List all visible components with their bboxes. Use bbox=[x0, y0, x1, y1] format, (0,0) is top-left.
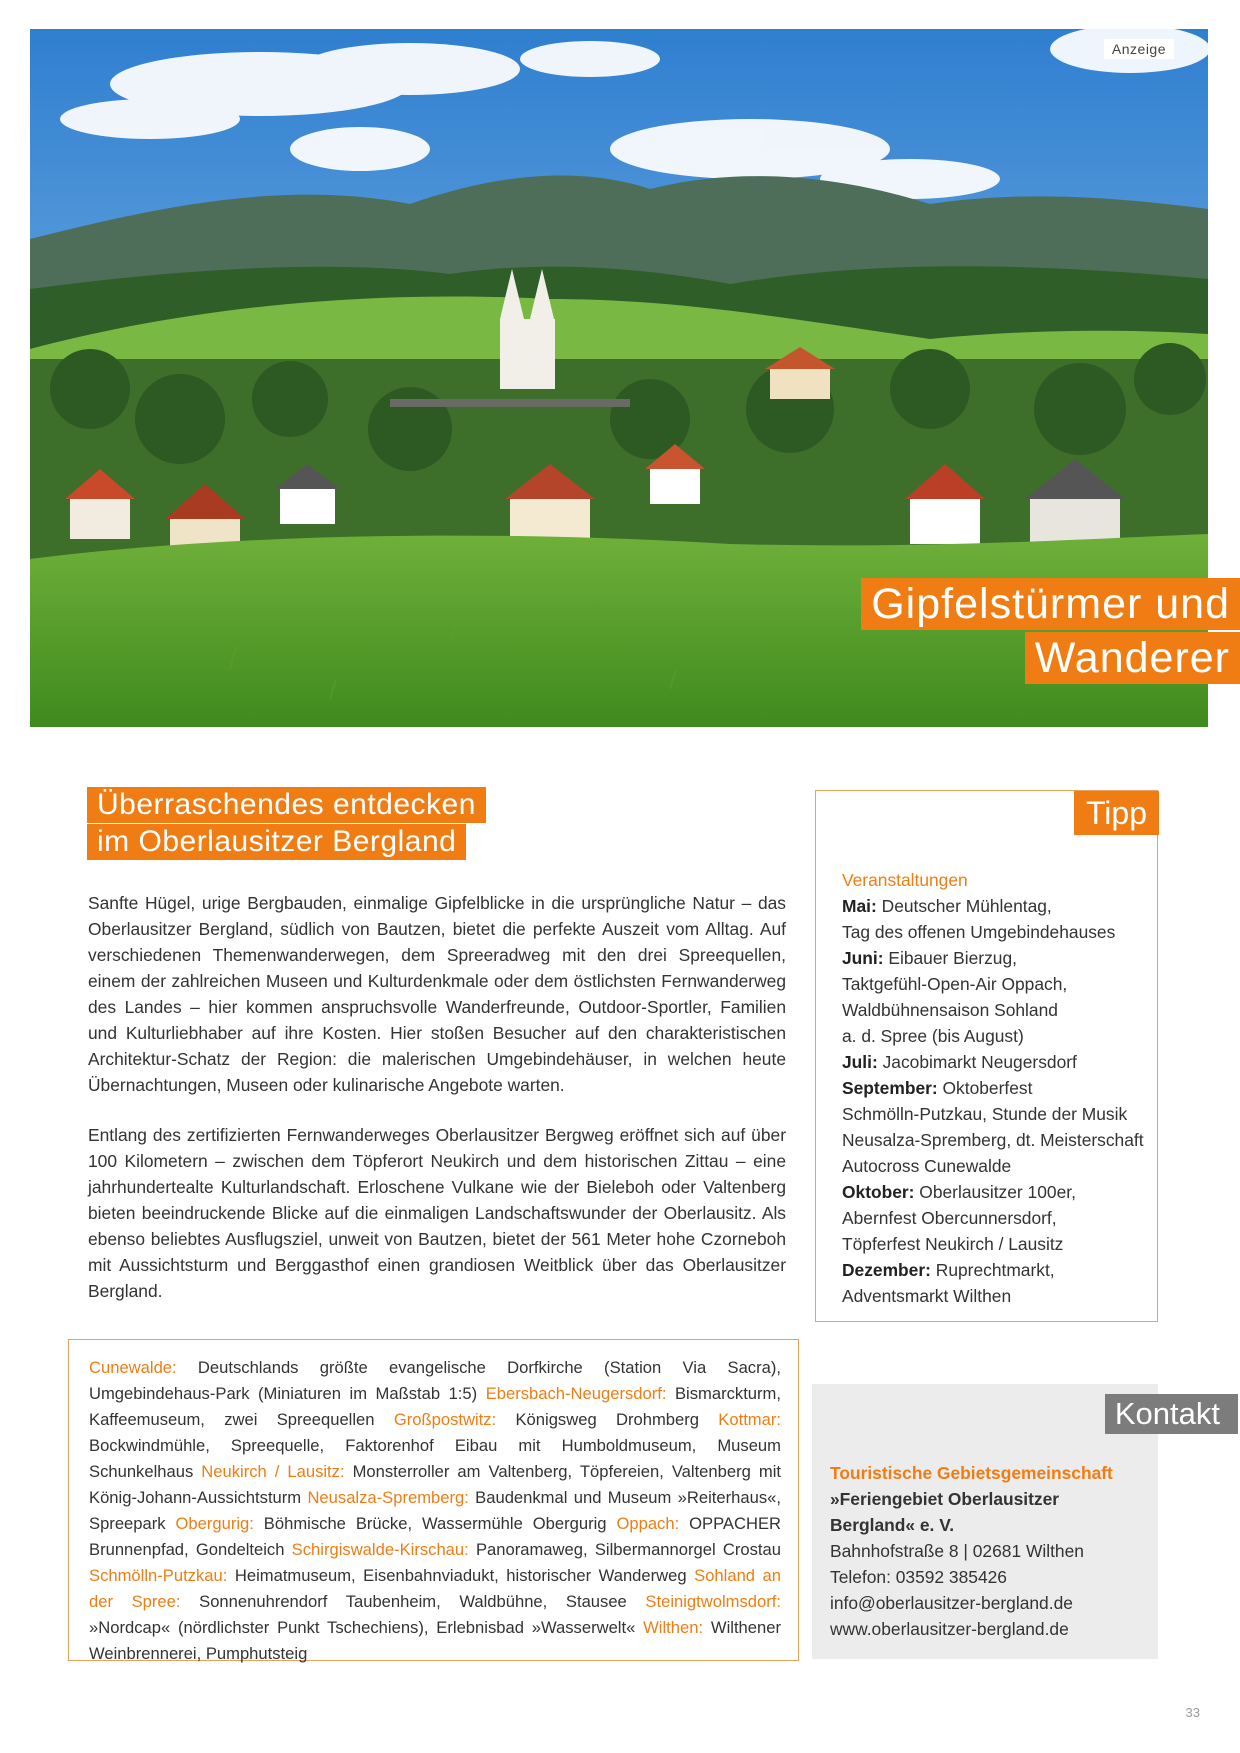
hero-title-line-2: Wanderer bbox=[1025, 632, 1240, 684]
event-text: a. d. Spree (bis August) bbox=[842, 1026, 1024, 1046]
page-number: 33 bbox=[1185, 1705, 1200, 1720]
place-description: Königsweg Drohmberg bbox=[496, 1410, 719, 1429]
intro-paragraph: Sanfte Hügel, urige Bergbauden, einmalige Gipfelblicke in die ursprüngliche Natur – das Oberlausitzer Bergland, südlich von Bautzen, bietet die perfekte Auszeit vom Alltag. Auf verschiedenen Themenwanderwegen, dem Spreeradweg mit den drei Spreequellen, einem der zahlreichen Museen und Kulturdenkmale oder dem östlichsten Fernwanderweg des Landes – hier kommen anspruchsvolle Wanderfreunde, Outdoor-Sportler, Familien und Kulturliebhaber auf ihre Kosten. Hier stoßen Besucher auf den charakteristischen Architektur-Schatz der Region: die malerischen Umgebindehäuser, in welchen heute Übernachtungen, Museen oder kulinarische Angebote warten. bbox=[88, 893, 786, 1095]
event-month: September: bbox=[842, 1078, 938, 1098]
event-line bbox=[842, 997, 1152, 1023]
kontakt-box bbox=[812, 1384, 1220, 1659]
kontakt-phone[interactable]: Telefon: 03592 385426 bbox=[830, 1567, 1007, 1587]
kontakt-website[interactable]: www.oberlausitzer-bergland.de bbox=[830, 1619, 1069, 1639]
place-name: Schirgiswalde-Kirschau: bbox=[291, 1540, 469, 1559]
places-text bbox=[89, 1355, 781, 1667]
event-line bbox=[842, 1205, 1152, 1231]
kontakt-details bbox=[830, 1460, 1150, 1642]
kontakt-address: Bahnhofstraße 8 | 02681 Wilthen bbox=[830, 1541, 1084, 1561]
events-list bbox=[842, 867, 1152, 1309]
event-text: Abernfest Obercunnersdorf, bbox=[842, 1208, 1057, 1228]
place-name: Cunewalde: bbox=[89, 1358, 177, 1377]
advertisement-label: Anzeige bbox=[1104, 39, 1174, 59]
event-month: Juli: bbox=[842, 1052, 878, 1072]
event-line bbox=[842, 945, 1152, 971]
place-name: Kottmar: bbox=[718, 1410, 781, 1429]
event-text: Schmölln-Putzkau, Stunde der Musik bbox=[842, 1104, 1128, 1124]
event-text: Oktoberfest bbox=[937, 1078, 1033, 1098]
event-text: Jacobimarkt Neugersdorf bbox=[877, 1052, 1077, 1072]
event-text: Autocross Cunewalde bbox=[842, 1156, 1012, 1176]
event-line bbox=[842, 919, 1152, 945]
place-description: »Nordcap« (nördlichster Punkt Tschechiens), Erlebnisbad »Wasserwelt« bbox=[89, 1618, 644, 1637]
place-description: Heimatmuseum, Eisenbahnviadukt, historischer Wanderweg bbox=[227, 1566, 695, 1585]
event-line bbox=[842, 1101, 1152, 1127]
place-name: Schmölln-Putzkau: bbox=[89, 1566, 228, 1585]
place-description: Wilthener Weinbrennerei, Pumphutsteig bbox=[89, 1618, 781, 1663]
event-month: Oktober: bbox=[842, 1182, 915, 1202]
event-text: Taktgefühl-Open-Air Oppach, bbox=[842, 974, 1068, 994]
places-box bbox=[68, 1339, 799, 1661]
place-name: Ebersbach-Neugersdorf: bbox=[485, 1384, 667, 1403]
event-text: Eibauer Bierzug, bbox=[883, 948, 1017, 968]
event-line bbox=[842, 1231, 1152, 1257]
event-text: Adventsmarkt Wilthen bbox=[842, 1286, 1012, 1306]
events-heading: Veranstaltungen bbox=[842, 870, 968, 890]
place-name: Großpostwitz: bbox=[393, 1410, 497, 1429]
event-month: Mai: bbox=[842, 896, 877, 916]
event-text: Deutscher Mühlentag, bbox=[876, 896, 1052, 916]
event-line bbox=[842, 1049, 1152, 1075]
event-text: Ruprechtmarkt, bbox=[930, 1260, 1055, 1280]
place-name: Oppach: bbox=[616, 1514, 680, 1533]
event-line bbox=[842, 893, 1152, 919]
event-month: Juni: bbox=[842, 948, 884, 968]
events-container bbox=[842, 893, 1152, 1309]
event-text: Neusalza-Spremberg, dt. Meisterschaft bbox=[842, 1130, 1144, 1150]
tipp-label: Tipp bbox=[1074, 791, 1159, 835]
kontakt-org-line-3: Bergland« e. V. bbox=[830, 1515, 955, 1535]
place-description: Monsterroller am Valtenberg, Töpfereien, Valtenberg mit König-Johann-Aussichtsturm bbox=[89, 1462, 781, 1507]
section-heading-line-2: im Oberlausitzer Bergland bbox=[87, 824, 466, 860]
kontakt-org-line-1: Touristische Gebietsgemeinschaft bbox=[830, 1463, 1113, 1483]
section-heading-line-1: Überraschendes entdecken bbox=[87, 787, 486, 823]
place-description: Panoramaweg, Silbermannorgel Crostau bbox=[468, 1540, 781, 1559]
event-line bbox=[842, 1153, 1152, 1179]
place-description: Baudenkmal und Museum »Reiterhaus«, Spreepark bbox=[89, 1488, 781, 1533]
place-description: Deutschlands größte evangelische Dorfkirche (Station Via Sacra), Umgebindehaus-Park (Miniaturen im Maßstab 1:5) bbox=[89, 1358, 781, 1403]
event-line bbox=[842, 1179, 1152, 1205]
event-line bbox=[842, 1283, 1152, 1309]
event-text: Töpferfest Neukirch / Lausitz bbox=[842, 1234, 1064, 1254]
event-line bbox=[842, 1023, 1152, 1049]
event-line bbox=[842, 971, 1152, 997]
event-text: Waldbühnensaison Sohland bbox=[842, 1000, 1058, 1020]
place-description: Sonnenuhrendorf Taubenheim, Waldbühne, Stausee bbox=[180, 1592, 646, 1611]
event-text: Tag des offenen Umgebindehauses bbox=[842, 922, 1116, 942]
event-month: Dezember: bbox=[842, 1260, 931, 1280]
place-name: Wilthen: bbox=[643, 1618, 704, 1637]
tipp-box bbox=[815, 790, 1158, 1322]
place-name: Sohland an der Spree: bbox=[89, 1566, 781, 1611]
bergweg-paragraph: Entlang des zertifizierten Fernwanderweges Oberlausitzer Bergweg eröffnet sich auf über 100 Kilometern – zwischen dem Töpferort Neukirch und dem historischen Zittau – eine jahrhundertealte Kulturlandschaft. Erloschene Vulkane wie der Bieleboh oder Valtenberg bieten beeindruckende Blicke auf die einmaligen Landschaftswunder der Oberlausitz. Als ebenso beliebtes Ausflugsziel, unweit von Bautzen, bietet der 561 Meter hohe Czorneboh mit Aussichtsturm und Berggasthof einen grandiosen Weitblick über das Oberlausitzer Bergland. bbox=[88, 1125, 786, 1301]
kontakt-org-line-2: »Feriengebiet Oberlausitzer bbox=[830, 1489, 1060, 1509]
place-description: Böhmische Brücke, Wassermühle Obergurig bbox=[253, 1514, 617, 1533]
event-line bbox=[842, 1127, 1152, 1153]
event-line bbox=[842, 1257, 1152, 1283]
place-description: OPPACHER Brunnenpfad, Gondelteich bbox=[89, 1514, 782, 1559]
place-description: Bockwindmühle, Spreequelle, Faktorenhof Eibau mit Humboldmuseum, Museum Schunkelhaus bbox=[89, 1436, 781, 1481]
place-name: Neusalza-Spremberg: bbox=[307, 1488, 469, 1507]
event-line bbox=[842, 1075, 1152, 1101]
place-description: Bismarckturm, Kaffeemuseum, zwei Spreequellen bbox=[89, 1384, 781, 1429]
kontakt-label: Kontakt bbox=[1105, 1394, 1238, 1434]
kontakt-email[interactable]: info@oberlausitzer-bergland.de bbox=[830, 1593, 1073, 1613]
place-name: Steinigtwolmsdorf: bbox=[645, 1592, 781, 1611]
place-name: Obergurig: bbox=[175, 1514, 254, 1533]
hero-title-line-1: Gipfelstürmer und bbox=[861, 578, 1240, 630]
place-name: Neukirch / Lausitz: bbox=[201, 1462, 345, 1481]
event-text: Oberlausitzer 100er, bbox=[914, 1182, 1076, 1202]
